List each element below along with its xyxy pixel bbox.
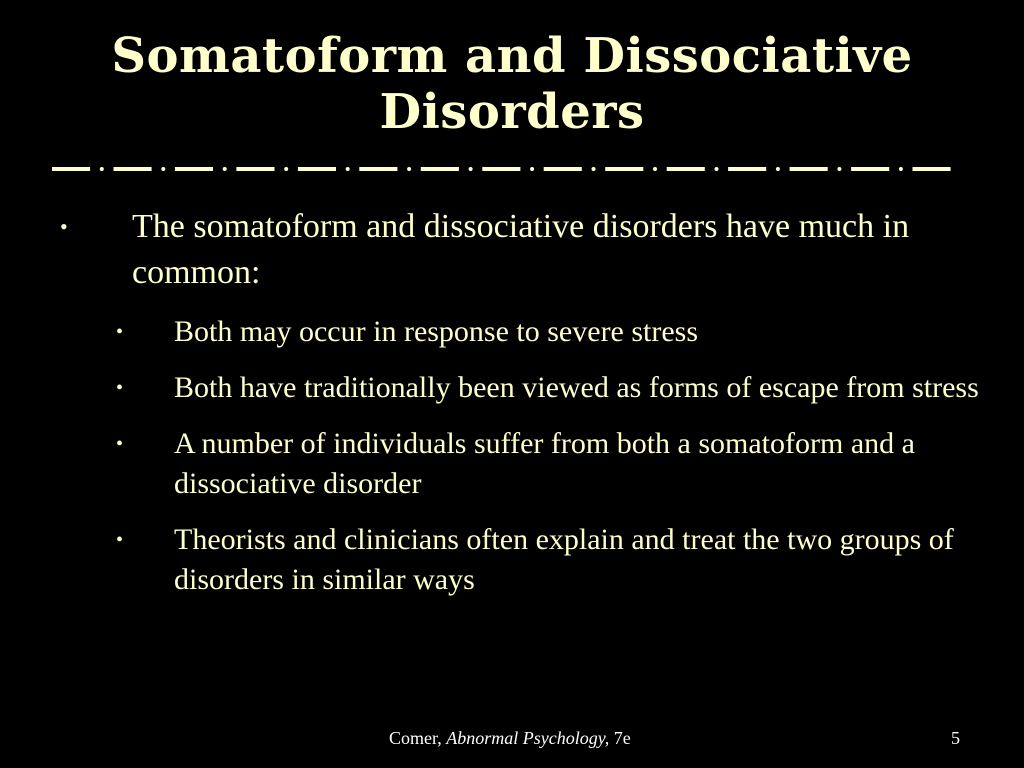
footer-source [389, 728, 631, 749]
sub-point-text: Theorists and clinicians often explain and treat the two groups of disorders in similar ways [174, 523, 954, 596]
divider-dash [544, 167, 582, 171]
divider-dot [223, 167, 227, 171]
sub-point [116, 424, 980, 504]
divider-dot [407, 167, 411, 171]
sub-point-text: Both may occur in response to severe stress [174, 315, 699, 348]
divider-dash [851, 167, 889, 171]
divider-dot [592, 167, 596, 171]
divider-dash [728, 167, 766, 171]
divider-dash [790, 167, 828, 171]
divider-dot [776, 167, 780, 171]
divider-dash [359, 167, 397, 171]
slide-content [60, 204, 980, 616]
divider-dot [899, 167, 903, 171]
divider-dot [653, 167, 657, 171]
bullet-icon: • [60, 214, 68, 239]
bullet-icon: • [116, 321, 124, 343]
divider-dot [530, 167, 534, 171]
sub-point-text: A number of individuals suffer from both a somatoform and a dissociative disorder [174, 427, 915, 500]
sub-point [116, 520, 980, 600]
slide-footer [0, 728, 1024, 752]
page-number: 5 [951, 728, 960, 748]
divider-dash [298, 167, 336, 171]
divider-dash [52, 167, 90, 171]
divider-dot [100, 167, 104, 171]
main-point [60, 204, 980, 296]
bullet-icon: • [116, 377, 124, 399]
divider-dash [175, 167, 213, 171]
divider-dash [482, 167, 520, 171]
footer-book-title: Abnormal Psychology, [446, 728, 610, 748]
divider-dash [605, 167, 643, 171]
slide-title: Somatoform and Dissociative Disorders [111, 28, 913, 140]
divider-dash [913, 167, 951, 171]
sub-point [116, 312, 980, 352]
divider-dash [236, 167, 274, 171]
divider-dot [161, 167, 165, 171]
sub-point [116, 368, 980, 408]
bullet-icon: • [116, 529, 124, 551]
divider-dash [667, 167, 705, 171]
bullet-icon: • [116, 433, 124, 455]
divider-dash [421, 167, 459, 171]
divider-dot [346, 167, 350, 171]
divider-dot [837, 167, 841, 171]
divider-dot [715, 167, 719, 171]
title-divider [52, 162, 974, 176]
sub-point-text: Both have traditionally been viewed as forms of escape from stress [174, 371, 979, 404]
footer-edition: 7e [613, 728, 631, 748]
divider-dot [284, 167, 288, 171]
main-point-text: The somatoform and dissociative disorders have much in common: [132, 208, 910, 291]
footer-author: Comer, [389, 728, 442, 748]
divider-dash [114, 167, 152, 171]
divider-dot [469, 167, 473, 171]
